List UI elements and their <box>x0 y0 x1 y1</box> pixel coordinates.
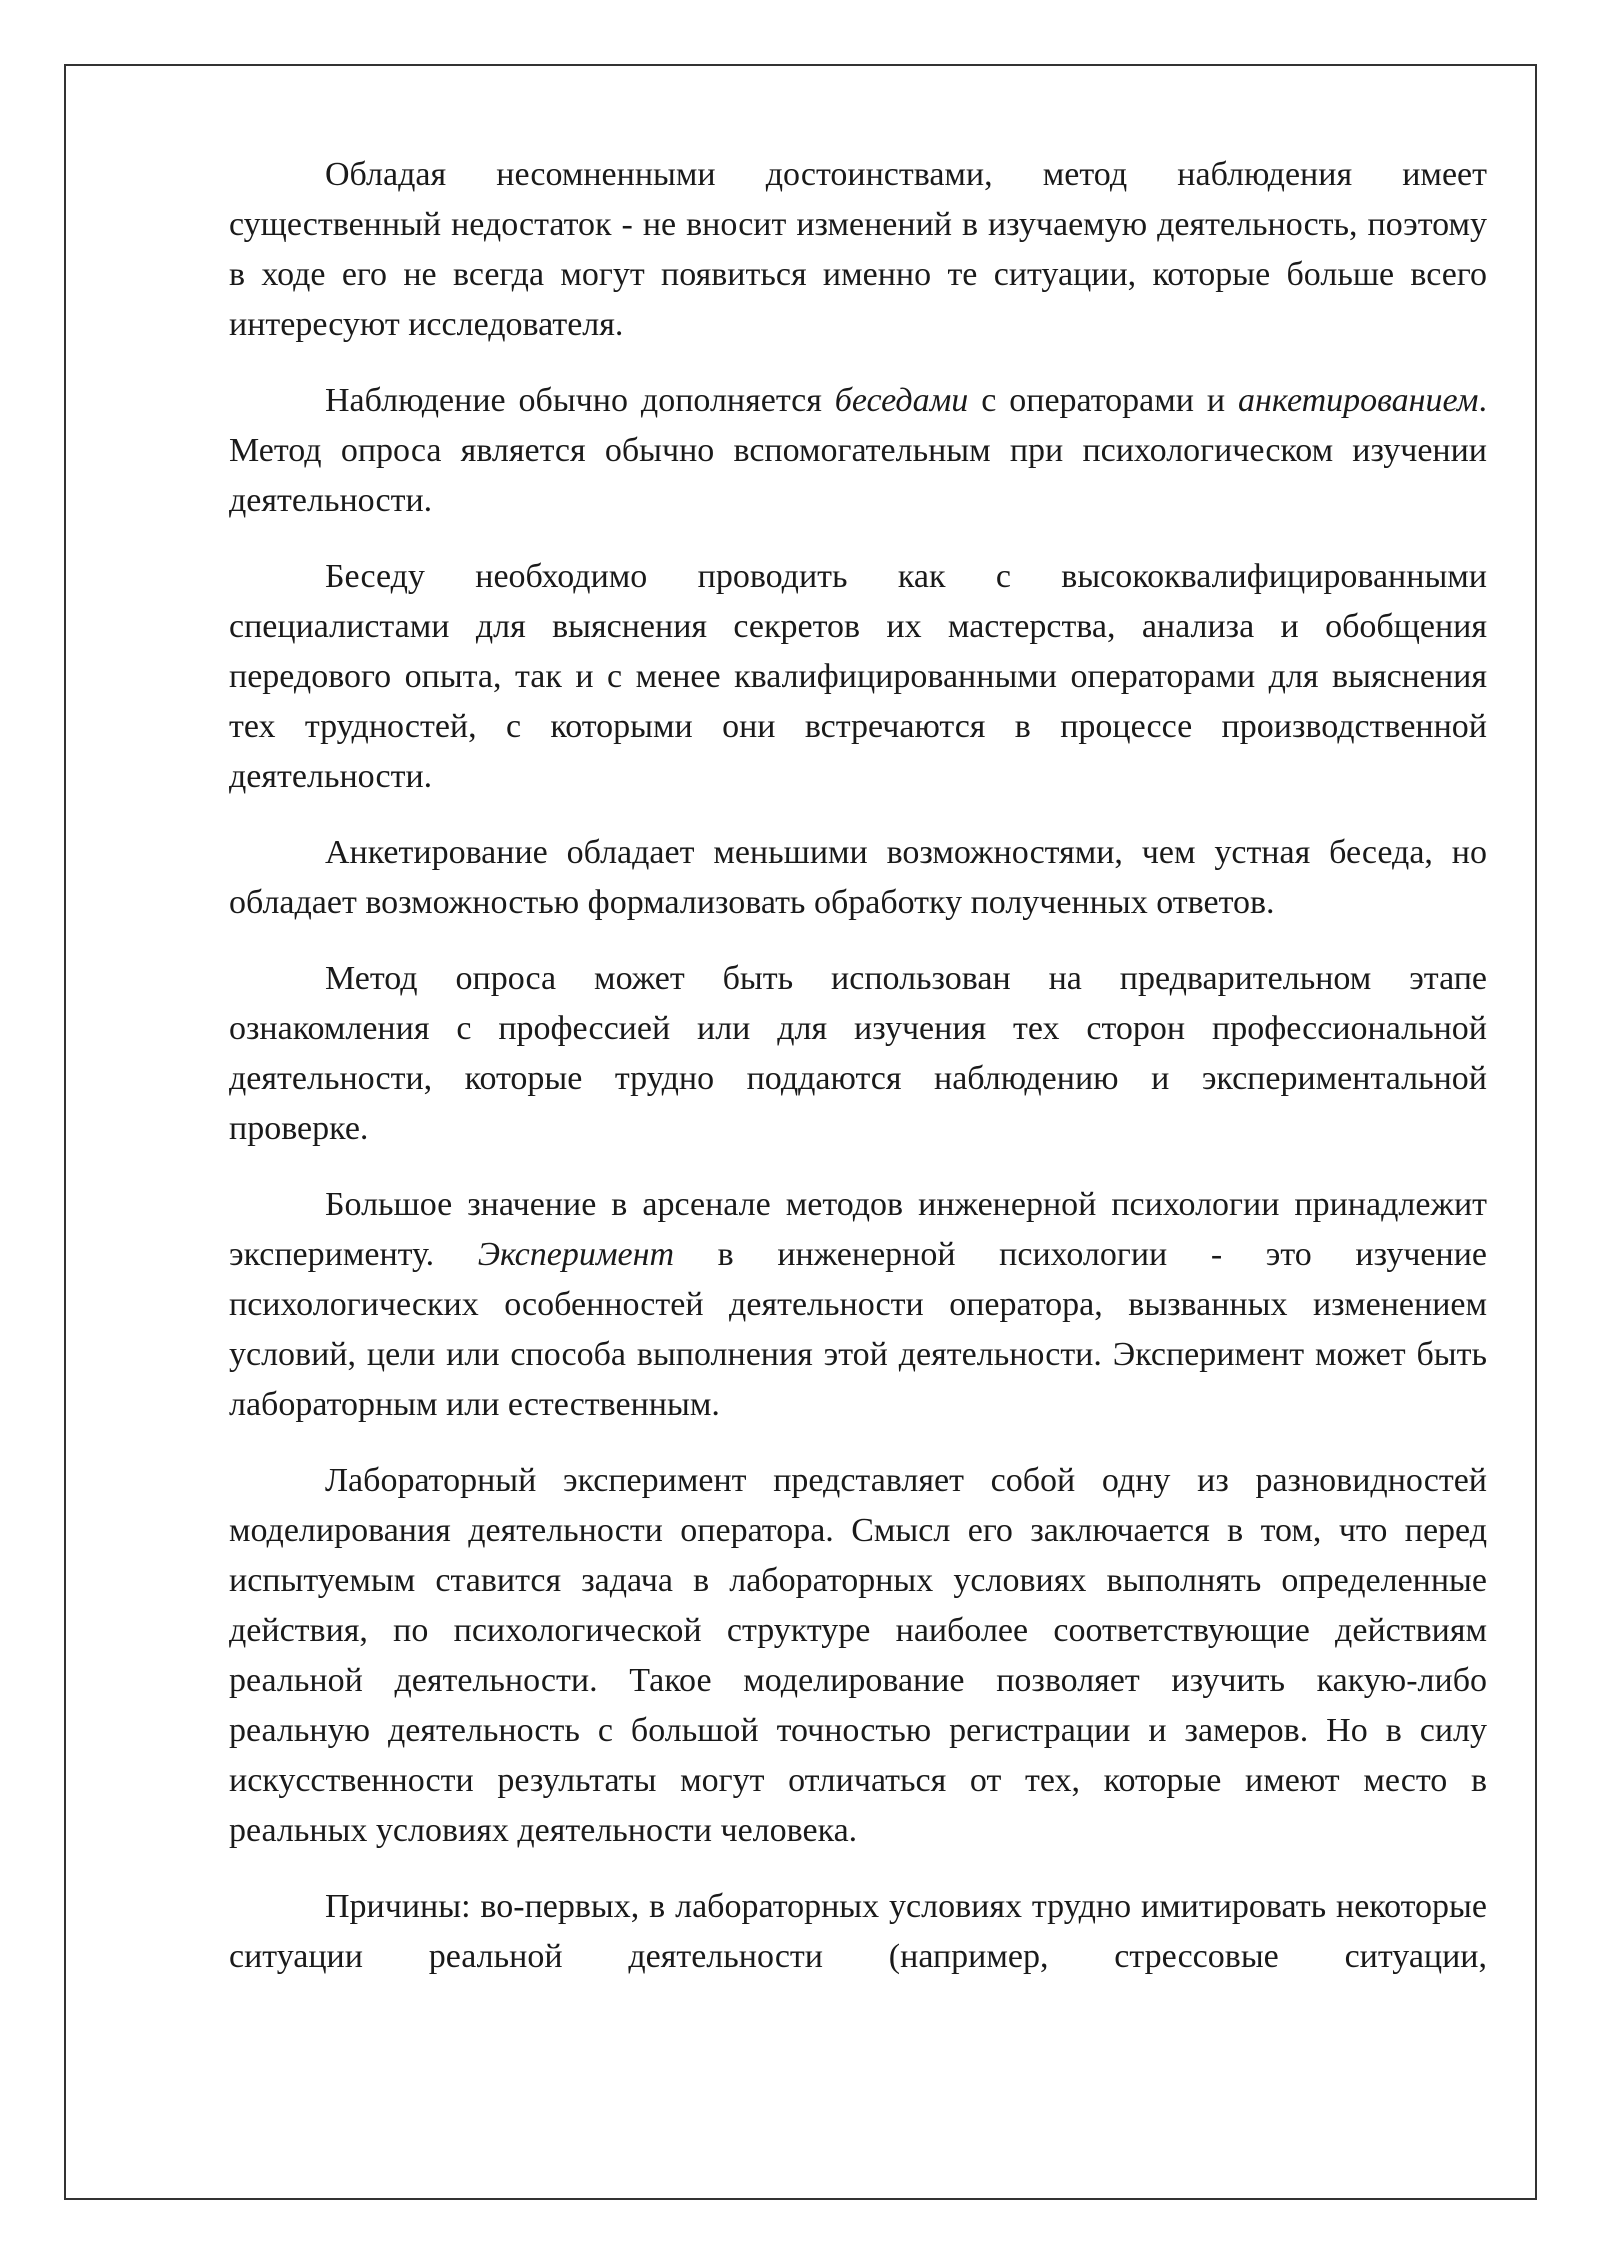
paragraph-experiment <box>229 1180 1487 1430</box>
italic-term-questionnaire: анкетированием <box>1238 382 1479 419</box>
paragraph-observation-supplement <box>229 376 1487 526</box>
paragraph-questionnaire: Анкетирование обладает меньшими возможностями, чем устная беседа, но обладает возможностью формализовать обработку полученных ответов. <box>229 834 1487 921</box>
paragraph-survey-method: Метод опроса может быть использован на предварительном этапе ознакомления с профессией или для изучения тех сторон профессиональной деятельности, которые трудно поддаются наблюдению и экспериментальной проверке. <box>229 960 1487 1147</box>
paragraph-conversation: Беседу необходимо проводить как с высококвалифицированными специалистами для выяснения секретов их мастерства, анализа и обобщения передового опыта, так и с менее квалифицированными операторами для выяснения тех трудностей, с которыми они встречаются в процессе производственной деятельности. <box>229 558 1487 795</box>
italic-term-experiment: Эксперимент <box>477 1236 675 1273</box>
paragraph-text: в инженерной психологии - это изучение психологических особенностей деятельности оператора, вызванных изменением условий, цели или способа выполнения этой деятельности. Эксперимент может быть лабораторным или естественным. <box>229 1236 1487 1423</box>
paragraph-text: с операторами и <box>968 382 1239 419</box>
paragraph-text: Наблюдение обычно дополняется <box>325 382 835 419</box>
paragraph-text: . Метод опроса является обычно вспомогательным при психологическом изучении деятельности. <box>229 382 1487 519</box>
document-body <box>229 150 1487 1982</box>
italic-term-conversations: беседами <box>834 382 969 419</box>
paragraph-lab-experiment: Лабораторный эксперимент представляет собой одну из разновидностей моделирования деятельности оператора. Смысл его заключается в том, что перед испытуемым ставится задача в лабораторных условиях выполнять определенные действия, по психологической структуре наиболее соответствующие действиям реальной деятельности. Такое моделирование позволяет изучить какую-либо реальную деятельность с большой точностью регистрации и замеров. Но в силу искусственности результаты могут отличаться от тех, которые имеют место в реальных условиях деятельности человека. <box>229 1462 1487 1849</box>
paragraph-reasons: Причины: во-первых, в лабораторных условиях трудно имитировать некоторые ситуации реальной деятельности (например, стрессовые ситуации, <box>229 1888 1487 1975</box>
paragraph-observation-drawback: Обладая несомненными достоинствами, метод наблюдения имеет существенный недостаток - не вносит изменений в изучаемую деятельность, поэтому в ходе его не всегда могут появиться именно те ситуации, которые больше всего интересуют исследователя. <box>229 156 1487 343</box>
paragraph-text: Большое значение в арсенале методов инженерной психологии принадлежит эксперименту. <box>229 1186 1487 1273</box>
